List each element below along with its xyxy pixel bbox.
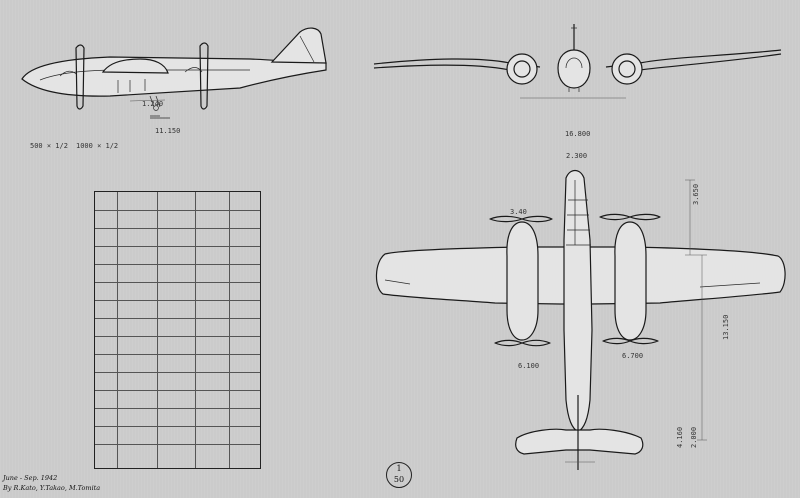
scale-numerator: 1 [396,464,402,473]
drawing-date: June - Sep. 1942 [3,474,58,482]
top-length-a-dim: 3.650 [692,183,700,205]
note-b: 1000 × 1/2 [76,142,119,150]
front-span-dim: 16.800 [565,130,591,138]
side-length-dim: 11.150 [155,127,181,135]
scale-denominator: 50 [393,475,405,484]
top-engine-dim: 6.100 [518,362,540,370]
top-length-b-dim: 13.150 [722,314,730,340]
specification-table [94,191,261,469]
drawing-authors: By R.Kato, Y.Takao, M.Tomita [3,484,101,492]
tail-dim-b: 2.000 [690,426,698,448]
top-prop-dim: 3.40 [510,208,527,216]
side-small-dim: 1.240 [142,100,164,108]
side-view [22,28,326,118]
note-a: 500 × 1/2 [30,142,68,150]
tail-dim-a: 4.160 [676,426,684,448]
top-nose-dim: 2.300 [566,152,588,160]
top-fin-dim: 6.700 [622,352,644,360]
scale-mark [386,462,412,488]
front-view [374,24,781,98]
